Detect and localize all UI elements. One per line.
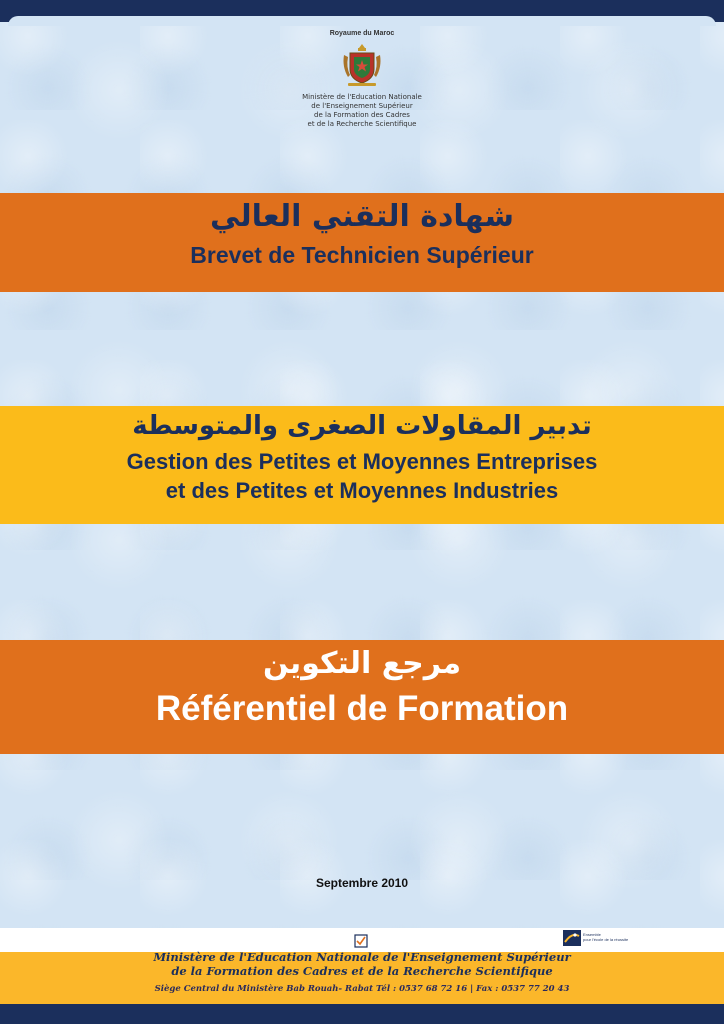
program-title-french — [0, 447, 724, 505]
footer-text-block — [0, 936, 724, 995]
diploma-title-arabic: شهادة التقني العالي — [210, 199, 514, 234]
diploma-title-french: Brevet de Technicien Supérieur — [190, 242, 534, 268]
ministry-line: et de la Recherche Scientifique — [307, 120, 417, 128]
kingdom-label: Royaume du Maroc — [329, 30, 395, 37]
campaign-logo-line: pour l'école de la réussite — [583, 937, 629, 942]
document-header — [0, 30, 724, 129]
footer-ministry-line: de la Formation des Cadres et de la Recherche Scientifique — [171, 964, 553, 978]
royal-emblem-icon — [338, 41, 386, 89]
publication-date: Septembre 2010 — [315, 876, 409, 890]
footer-navy-stripe — [0, 1004, 724, 1024]
program-title-arabic: تدبير المقاولات الصغرى والمتوسطة — [132, 411, 592, 441]
program-title-line: et des Petites et Moyennes Industries — [165, 478, 559, 503]
ministry-line: de la Formation des Cadres — [314, 111, 410, 119]
document-type-french: Référentiel de Formation — [155, 689, 569, 728]
document-type-arabic: مرجع التكوين — [262, 646, 462, 681]
diploma-band — [0, 193, 724, 292]
footer-ministry-line: Ministère de l'Education Nationale de l'Enseignement Supérieur — [153, 950, 571, 964]
program-band — [0, 406, 724, 524]
ministry-name-block — [0, 93, 724, 129]
ministry-line: Ministère de l'Education Nationale — [302, 93, 422, 101]
document-type-band — [0, 640, 724, 754]
top-bar-notch — [8, 16, 716, 26]
ministry-line: de l'Enseignement Supérieur — [311, 102, 413, 110]
campaign-logo-line: Ensemble — [583, 932, 601, 937]
footer-address-line: Siège Central du Ministère Bab Rouah- Rabat Tél : 0537 68 72 16 | Fax : 0537 77 20 43 — [154, 984, 570, 994]
program-title-line: Gestion des Petites et Moyennes Entreprises — [126, 449, 598, 474]
